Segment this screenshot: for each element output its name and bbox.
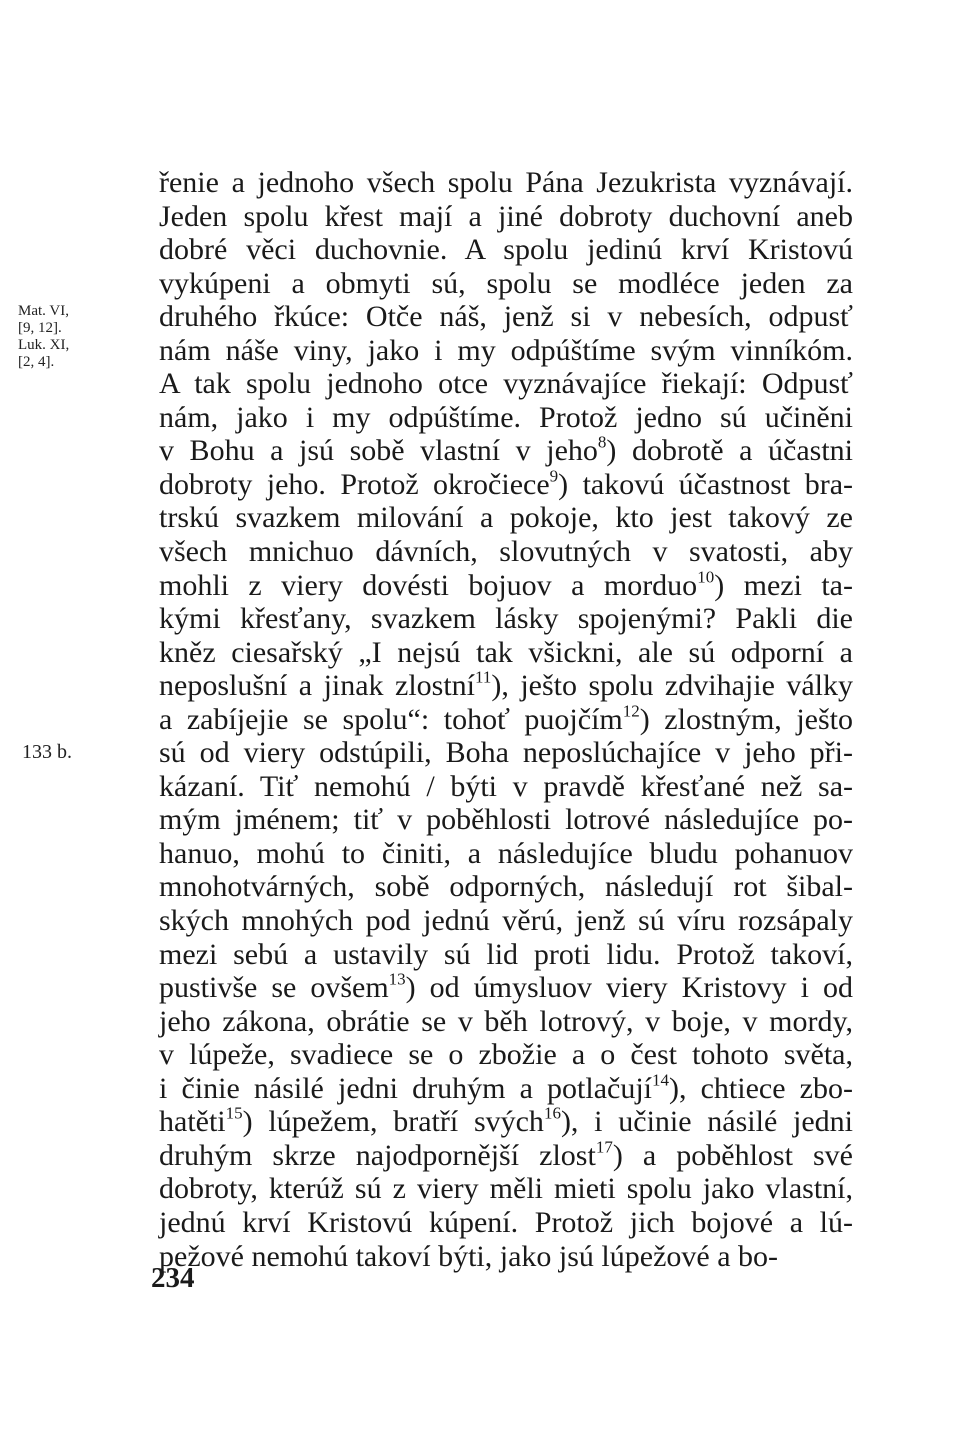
text-line (159, 636, 853, 670)
text-line (159, 1072, 853, 1106)
text-line (159, 1240, 853, 1274)
folio-marker: 133 b. (22, 741, 72, 763)
text-segment: Jeden spolu křest mají a jiné dobroty duchovní aneb (159, 199, 853, 233)
text-line (159, 1172, 853, 1206)
footnote-marker: 16 (543, 1103, 561, 1123)
text-line (159, 535, 853, 569)
text-line (159, 401, 853, 435)
text-line (159, 770, 853, 804)
text-segment: i činie násilé jedni druhým a potlačují (159, 1071, 652, 1105)
text-line (159, 803, 853, 837)
text-segment: ) od úmysluov viery Kristovy i od (405, 971, 854, 1005)
margin-reference-matthew (18, 303, 69, 337)
text-segment: ) zlostným, ješto (639, 702, 853, 736)
text-segment: řenie a jednoho všech spolu Pána Jezukrista vyznávají. (159, 166, 853, 199)
text-segment: nám, jako i my odpúštíme. Protož jedno sú učiněni (159, 400, 853, 434)
text-segment: trskú svazkem milování a pokoje, kto jest takový ze (159, 501, 853, 535)
text-segment: ), ješto spolu zdvihajie války (491, 669, 853, 703)
text-line (159, 501, 853, 535)
text-segment: nám náše viny, jako i my odpúštíme svým vinníkóm. (159, 333, 853, 367)
text-segment: hatěti (159, 1105, 226, 1139)
text-segment: kněz ciesařský „I nejsú tak všickni, ale sú odporní a (159, 635, 853, 669)
text-segment: druhým skrze najodpornější zlost (159, 1138, 596, 1172)
text-segment: a zabíjejie se spolu“: tohoť puojčím (159, 702, 623, 736)
text-line (159, 1206, 853, 1240)
text-segment: ) lúpežem, bratří svých (242, 1105, 544, 1139)
text-segment: všech mnichuo dávních, slovutných v svatosti, aby (159, 535, 853, 569)
text-line (159, 669, 853, 703)
text-segment: ), chtiece zbo- (669, 1071, 853, 1105)
text-segment: hanuo, mohú to činiti, a následujíce bludu pohanuov (159, 836, 853, 870)
text-segment: druhého řkúce: Otče náš, jenž si v nebesích, odpusť (159, 300, 853, 334)
text-line (159, 1038, 853, 1072)
text-segment: A tak spolu jednoho otce vyznávajíce řiekají: Odpusť (159, 367, 853, 401)
text-segment: sú od viery odstúpili, Boha neposlúchajíce v jeho při- (159, 736, 853, 770)
body-text (159, 166, 853, 1273)
text-segment: mnohotvárných, sobě odporných, následují rot šibal- (159, 870, 853, 904)
text-line (159, 736, 853, 770)
text-segment: ) mezi ta- (714, 568, 853, 602)
text-segment: ) dobrotě a účastni (606, 434, 853, 468)
margin-reference-luke (18, 337, 69, 371)
text-line (159, 267, 853, 301)
text-line (159, 367, 853, 401)
text-line (159, 300, 853, 334)
text-segment: mohli z viery dovésti bojuov a morduo (159, 568, 698, 602)
footnote-marker: 11 (475, 667, 492, 687)
page-number: 234 (151, 1262, 195, 1294)
text-line (159, 434, 853, 468)
text-line (159, 1139, 853, 1173)
text-segment: jeho zákona, obrátie se v běh lotrový, v boje, v mordy, (159, 1004, 853, 1038)
text-segment: ) takovú účastnost bra- (558, 467, 854, 501)
text-line (159, 1005, 853, 1039)
footnote-marker: 9 (549, 466, 559, 486)
margin-reference-line: Luk. XI, (18, 337, 70, 353)
footnote-marker: 10 (697, 566, 715, 586)
text-line (159, 904, 853, 938)
text-line (159, 602, 853, 636)
text-segment: vykúpeni a obmyti sú, spolu se modléce jeden za (159, 266, 853, 300)
footnote-marker: 14 (652, 1070, 669, 1090)
text-line (159, 334, 853, 368)
text-segment: dobroty jeho. Protož okročiece (159, 467, 550, 501)
text-segment: kázaní. Tiť nemohú / býti v pravdě křesťané než sa- (159, 769, 853, 803)
margin-reference-line: Mat. VI, (18, 303, 69, 319)
footnote-marker: 12 (622, 701, 640, 720)
text-line (159, 971, 853, 1005)
margin-reference-line: [9, 12]. (18, 320, 62, 336)
text-line (159, 870, 853, 904)
footnote-marker: 17 (595, 1137, 613, 1157)
text-segment: ských mnohých pod jednú věrú, jenž sú víru rozsápaly (159, 904, 853, 938)
text-line (159, 468, 853, 502)
text-line (159, 1105, 853, 1139)
footnote-marker: 13 (388, 969, 406, 989)
text-line (159, 703, 853, 737)
text-line (159, 566, 853, 603)
text-segment: v lúpeže, svadiece se o zbožie a o čest tohoto světa, (159, 1038, 853, 1072)
text-line (159, 233, 853, 267)
text-segment: jednú krví Kristovú kúpení. Protož jich bojové a lú- (159, 1205, 853, 1239)
text-segment: v Bohu a jsú sobě vlastní v jeho (159, 434, 598, 468)
footnote-marker: 15 (225, 1103, 243, 1123)
text-segment: dobroty, kterúž sú z viery měli mieti spolu jako vlastní, (159, 1172, 853, 1206)
text-line (159, 837, 853, 871)
text-line (159, 200, 853, 234)
text-segment: pustivše se ovšem (159, 971, 389, 1005)
text-line (159, 166, 853, 200)
margin-reference-line: [2, 4]. (18, 354, 55, 370)
footnote-marker: 8 (597, 432, 607, 452)
text-segment: kými křesťany, svazkem lásky spojenými? Pakli die (159, 602, 853, 636)
text-segment: ), i učinie násilé jedni (560, 1105, 853, 1139)
text-segment: mezi sebú a ustavily sú lid proti lidu. Protož takoví, (159, 937, 853, 971)
text-segment: pežové nemohú takoví býti, jako jsú lúpežové a bo- (159, 1239, 778, 1273)
text-segment: dobré věci duchovnie. A spolu jedinú krví Kristovú (159, 233, 853, 267)
text-segment: mým jménem; tiť v poběhlosti lotrové následujíce po- (159, 803, 853, 837)
text-segment: ) a poběhlost své (612, 1138, 853, 1172)
text-segment: neposlušní a jinak zlostní (159, 669, 476, 703)
text-line (159, 938, 853, 972)
